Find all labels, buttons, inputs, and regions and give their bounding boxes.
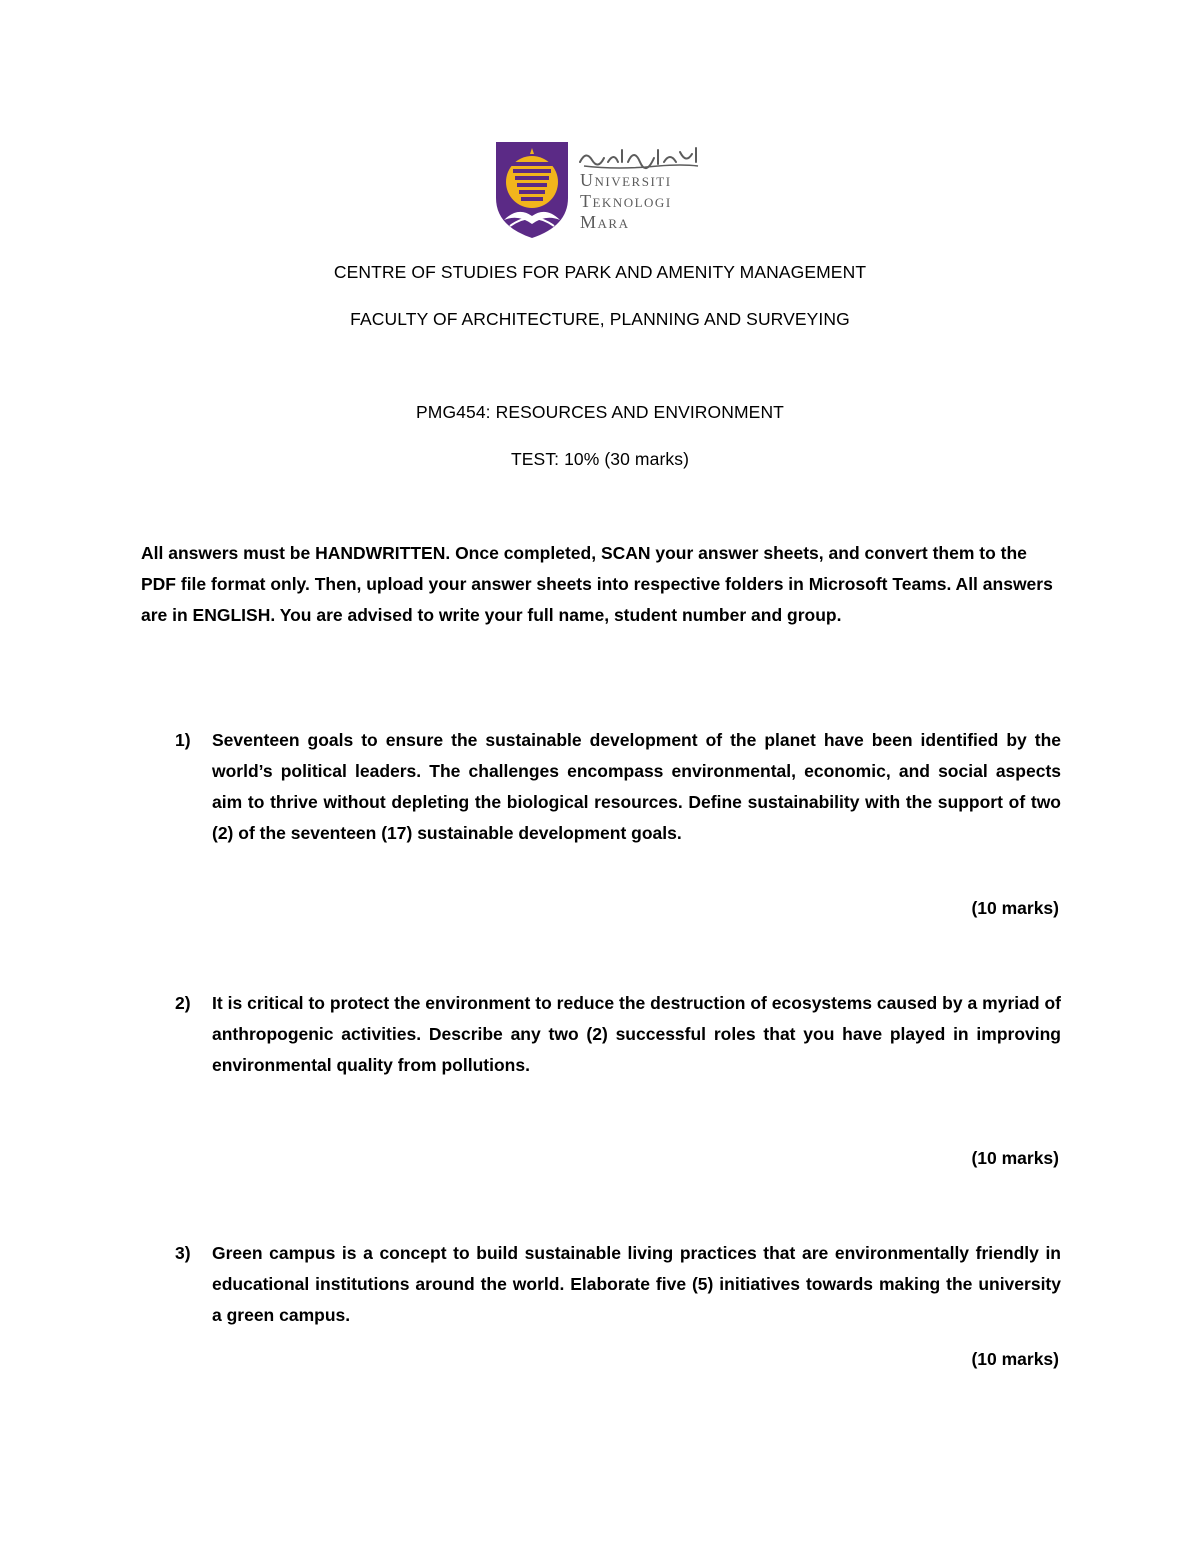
question-number: 3) — [175, 1243, 191, 1263]
logo-arabic-script — [578, 144, 702, 170]
question-text: It is critical to protect the environment to reduce the destruction of ecosystems caused by a myriad of anthropogenic activities. Describe any two (2) successful roles that you have played in improving environmental quality from pollutions. — [212, 993, 1061, 1075]
question-text: Green campus is a concept to build sustainable living practices that are environmentally friendly in educational institutions around the world. Elaborate five (5) initiatives towards making the university a green campus. — [212, 1243, 1061, 1325]
test-heading: TEST: 10% (30 marks) — [510, 449, 690, 469]
logo-word-3: Mara — [580, 212, 630, 232]
question-2 — [141, 988, 1061, 1081]
question-text: Seventeen goals to ensure the sustainable development of the planet have been identified by the world’s political leaders. The challenges encompass environmental, economic, and social aspects aim to thrive without depleting the biological resources. Define sustainability with the support of two (2) of the seventeen (17) sustainable development goals. — [212, 730, 1061, 843]
question-1 — [141, 725, 1061, 849]
question-2-marks: (10 marks) — [971, 1148, 1059, 1168]
question-1-marks: (10 marks) — [971, 898, 1059, 918]
question-number: 1) — [175, 730, 191, 750]
logo-wordmark — [580, 170, 672, 233]
centre-heading: CENTRE OF STUDIES FOR PARK AND AMENITY MANAGEMENT — [333, 262, 867, 282]
faculty-heading: FACULTY OF ARCHITECTURE, PLANNING AND SURVEYING — [350, 309, 850, 329]
logo-word-2: Teknologi — [580, 191, 672, 211]
instructions-paragraph: All answers must be HANDWRITTEN. Once completed, SCAN your answer sheets, and convert them to the PDF file format only. Then, upload your answer sheets into respective folders in Microsoft Teams. All answers are in ENGLISH. You are advised to write your full name, student number and group. — [141, 543, 1053, 625]
logo-word-1: Universiti — [580, 170, 672, 190]
course-heading: PMG454: RESOURCES AND ENVIRONMENT — [416, 402, 784, 422]
question-3-marks: (10 marks) — [971, 1349, 1059, 1369]
university-crest-icon — [494, 140, 570, 240]
question-3 — [141, 1238, 1061, 1331]
university-logo — [494, 140, 710, 240]
question-number: 2) — [175, 993, 191, 1013]
